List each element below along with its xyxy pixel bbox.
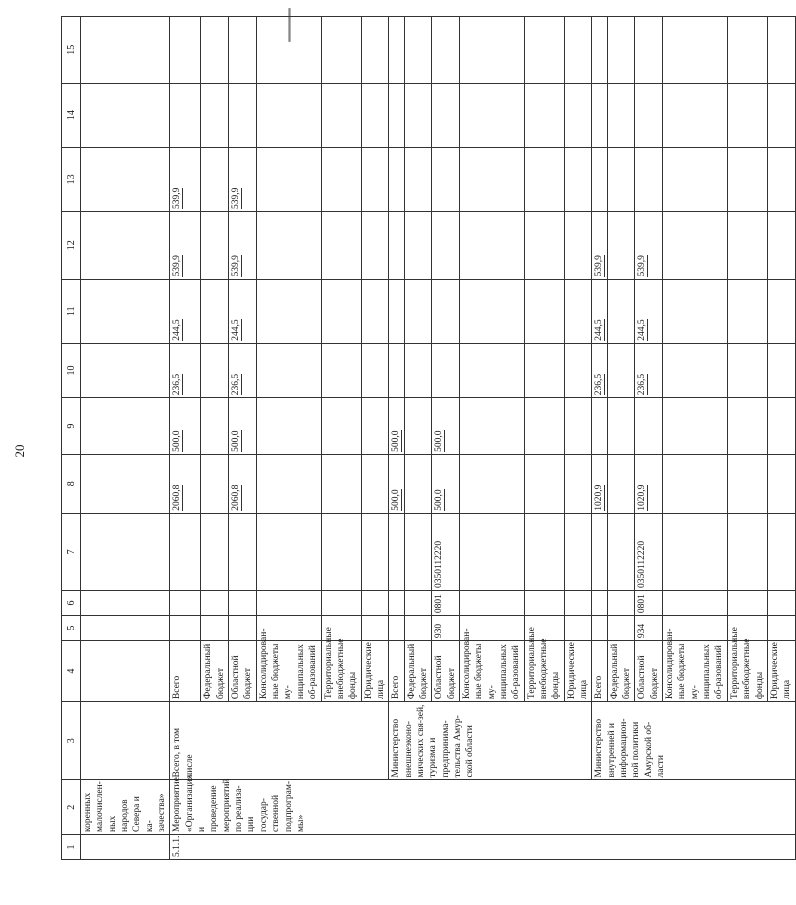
source-regional: Областной бюджет [432, 641, 460, 702]
section-code-cell: 0801 [635, 591, 663, 616]
header-row [62, 17, 81, 860]
source-legal: Юридические лица [564, 641, 592, 702]
header-cell-7: 7 [62, 513, 81, 590]
value-cell: 500,0 [391, 489, 402, 511]
rotated-table-wrapper [61, 16, 793, 860]
value-cell: 539,9 [637, 255, 648, 277]
value-cell: 500,0 [434, 489, 445, 511]
value-cell: 539,9 [172, 255, 183, 277]
value-cell: 500,0 [434, 430, 445, 452]
value-cell: 236,5 [231, 373, 242, 396]
section-code-cell: 0801 [432, 591, 460, 616]
value-cell: 500,0 [391, 430, 402, 452]
source-consolidated: Консолидирован-ные бюджеты му-ниципальных об-разований [663, 641, 728, 702]
source-federal: Федеральный бюджет [201, 641, 229, 702]
value-cell: 500,0 [231, 430, 242, 452]
row-code: 5.1.1. [170, 834, 795, 859]
source-consolidated: Консолидирован-ные бюджеты му-ниципальных об-разований [459, 641, 524, 702]
table-row [389, 17, 404, 860]
source-regional: Областной бюджет [229, 641, 257, 702]
article-code-cell: 0350112220 [432, 513, 460, 590]
budget-code-cell: 934 [635, 616, 663, 641]
source-federal: Федеральный бюджет [607, 641, 635, 702]
source-legal: Юридические лица [361, 641, 389, 702]
value-cell: 236,5 [172, 373, 183, 396]
value-cell: 244,5 [172, 319, 183, 341]
source-total: Всего [592, 641, 607, 702]
value-cell: 236,5 [594, 373, 605, 396]
value-cell: 500,0 [172, 430, 183, 452]
source-federal: Федеральный бюджет [404, 641, 432, 702]
table-row [170, 17, 201, 860]
value-cell: 539,9 [594, 255, 605, 277]
header-cell-5: 5 [62, 616, 81, 641]
source-total: Всего [170, 641, 201, 702]
header-cell-2: 2 [62, 780, 81, 834]
header-cell-6: 6 [62, 591, 81, 616]
page-number: 20 [12, 444, 27, 458]
cont-col2: коренных малочислен-ных народов Севера и ка-зачества» [81, 780, 170, 834]
executor-ministry-economic: Министерство внешнеэконо-мических свя-зей, туризма и предпринима-тельства Амур-ской области [389, 702, 592, 780]
value-cell: 244,5 [594, 319, 605, 341]
table-row [592, 17, 607, 860]
source-territorial: Территориальные внебюджетные фонды [524, 641, 564, 702]
continuation-row [81, 17, 170, 860]
event-name: Мероприятие «Организация и проведение мероприятий по реализа-ции государ-ственной подпрограм-мы» [170, 780, 795, 834]
cont-col1 [81, 834, 170, 859]
source-total: Всего [389, 641, 404, 702]
executor-total: Всего, в том числе [170, 702, 389, 780]
value-cell: 1020,9 [637, 484, 648, 511]
source-consolidated: Консолидирован-ные бюджеты му-ниципальных об-разований [256, 641, 321, 702]
value-cell: 539,9 [231, 255, 242, 277]
value-cell: 244,5 [637, 319, 648, 341]
header-cell-10: 10 [62, 343, 81, 397]
value-cell: 1020,9 [594, 484, 605, 511]
source-regional: Областной бюджет [635, 641, 663, 702]
value-cell: 539,9 [172, 187, 183, 210]
value-cell: 2060,8 [231, 484, 242, 511]
budget-code-cell: 930 [432, 616, 460, 641]
header-cell-4: 4 [62, 641, 81, 702]
header-cell-14: 14 [62, 83, 81, 147]
header-cell-15: 15 [62, 17, 81, 84]
header-cell-1: 1 [62, 834, 81, 859]
financing-table [61, 16, 796, 860]
header-cell-8: 8 [62, 454, 81, 513]
value-cell: 2060,8 [172, 484, 183, 511]
value-cell: 236,5 [637, 373, 648, 396]
source-legal: Юридические лица [767, 641, 795, 702]
header-cell-3: 3 [62, 702, 81, 780]
source-territorial: Территориальные внебюджетные фонды [321, 641, 361, 702]
header-cell-9: 9 [62, 398, 81, 455]
value-cell: 244,5 [231, 319, 242, 341]
executor-ministry-internal: Министерство внутренней и информацион-ной политики Амурской об-ласти [592, 702, 795, 780]
header-cell-12: 12 [62, 212, 81, 280]
header-cell-11: 11 [62, 279, 81, 343]
source-territorial: Территориальные внебюджетные фонды [727, 641, 767, 702]
header-cell-13: 13 [62, 147, 81, 211]
article-code-cell: 0350112220 [635, 513, 663, 590]
value-cell: 539,9 [231, 187, 242, 210]
